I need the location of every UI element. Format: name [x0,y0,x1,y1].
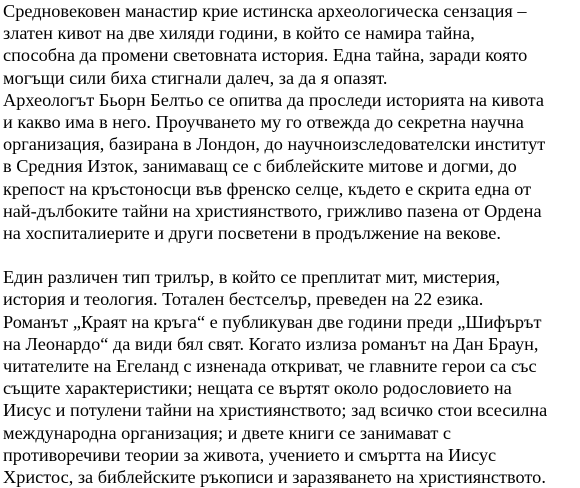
text-line: златен кивот на две хиляди години, в който се намира тайна, [3,23,475,44]
text-line: най-дълбоките тайни на християнството, грижливо пазена от Ордена [3,200,542,221]
text-line: на хоспиталиерите и други посветени в продължение на векове. [3,222,501,243]
text-line: могъщи сили биха стигнали далеч, за да я опазят. [3,67,388,88]
text-line: Средновековен манастир крие истинска археологическа сензация – [3,1,527,21]
text-line: Археологът Бьорн Белтьо се опитва да проследи историята на кивота [3,89,545,110]
text-line: Романът „Краят на кръга“ е публикуван две години преди „Шифърът [3,311,542,332]
text-line: организация, базирана в Лондон, до научноизследователски институт [3,134,546,155]
text-line: същите характеристики; нещата се въртят около родословието на [3,378,512,399]
text-line: читателите на Егеланд с изненада откриват, че главните герои са със [3,356,537,376]
text-line: противоречиви теории за живота, учението и смъртта на Иисус [3,444,497,465]
text-line: международна организация; и двете книги се занимават с [3,422,452,443]
text-line: крепост на кръстоносци във френско селце, където е скрита една от [3,178,532,199]
text-line: на Леонардо“ да види бял свят. Когато излиза романът на Дан Браун, [3,333,539,354]
paragraph-plot [3,89,580,244]
text-line: Един различен тип трилър, в който се преплитат мит, мистерия, [3,267,501,288]
text-line: история и теология. Тотален бестселър, преведен на 22 езика. [3,289,484,310]
paragraph-intro [3,0,580,89]
text-line: Иисус и потулени тайни на християнството; зад всичко стои всесилна [3,400,548,421]
text-line: Христос, за библейските ръкописи и заразяването на християнството. [3,466,546,487]
text-line: и какво има в него. Проучването му го отвежда до секретна научна [3,111,524,132]
paragraph-spacer [3,244,580,266]
text-line: в Средния Изток, занимаващ се с библейските митове и догми, до [3,156,517,177]
document-body [3,0,580,488]
paragraph-review [3,266,580,488]
text-line: способна да промени световната история. Една тайна, заради която [3,45,528,66]
